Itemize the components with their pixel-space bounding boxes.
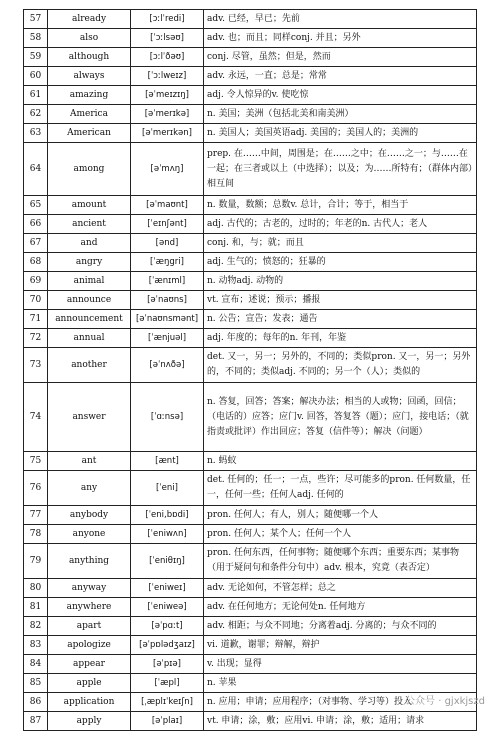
phonetic-cell: [əˈmerɪkə]	[131, 105, 204, 124]
table-row	[24, 67, 477, 86]
word-cell: although	[48, 48, 131, 67]
table-row	[24, 506, 477, 525]
table-row	[24, 383, 477, 452]
word-cell: always	[48, 67, 131, 86]
phonetic-cell: [əˈpɑːt]	[131, 617, 204, 636]
row-number: 67	[24, 234, 48, 253]
row-number: 77	[24, 506, 48, 525]
row-number: 84	[24, 655, 48, 674]
row-number: 58	[24, 29, 48, 48]
row-number: 76	[24, 471, 48, 506]
phonetic-cell: [ɔːlˈðəʊ]	[131, 48, 204, 67]
phonetic-cell: [əˈpɪə]	[131, 655, 204, 674]
word-cell: anybody	[48, 506, 131, 525]
word-cell: among	[48, 143, 131, 196]
meaning-cell: adv. 永远，一直；总是；常常	[204, 67, 477, 86]
phonetic-cell: [əˈmaʊnt]	[131, 196, 204, 215]
word-cell: announcement	[48, 310, 131, 329]
table-row	[24, 10, 477, 29]
table-row	[24, 196, 477, 215]
table-row	[24, 215, 477, 234]
row-number: 87	[24, 712, 48, 731]
phonetic-cell: [əˈnʌðə]	[131, 348, 204, 383]
row-number: 85	[24, 674, 48, 693]
meaning-cell: pron. 任何人；有人，别人；随便哪一个人	[204, 506, 477, 525]
table-row	[24, 48, 477, 67]
meaning-cell: vt. 申请；涂，敷；应用vi. 申请；涂，敷；适用；请求	[204, 712, 477, 731]
word-cell: apart	[48, 617, 131, 636]
meaning-cell: n. 数量，数额；总数v. 总计，合计；等于，相当于	[204, 196, 477, 215]
word-cell: animal	[48, 272, 131, 291]
phonetic-cell: [əˈmerɪkən]	[131, 124, 204, 143]
row-number: 71	[24, 310, 48, 329]
table-row	[24, 234, 477, 253]
table-row	[24, 348, 477, 383]
meaning-cell: n. 蚂蚁	[204, 452, 477, 471]
table-row	[24, 253, 477, 272]
table-row	[24, 712, 477, 731]
meaning-cell: adv. 已经，早已；先前	[204, 10, 477, 29]
row-number: 81	[24, 598, 48, 617]
meaning-cell: vt. 宣布；述说；预示；播报	[204, 291, 477, 310]
word-cell: America	[48, 105, 131, 124]
table-row	[24, 329, 477, 348]
table-row	[24, 579, 477, 598]
meaning-cell: vi. 道歉，谢罪；辩解，辩护	[204, 636, 477, 655]
phonetic-cell: [ɔːlˈredi]	[131, 10, 204, 29]
table-row	[24, 291, 477, 310]
word-cell: anywhere	[48, 598, 131, 617]
row-number: 78	[24, 525, 48, 544]
row-number: 69	[24, 272, 48, 291]
vocabulary-table	[23, 9, 477, 731]
meaning-cell: n. 美国；美洲（包括北美和南美洲）	[204, 105, 477, 124]
meaning-cell: adv. 也；而且；同样conj. 并且；另外	[204, 29, 477, 48]
phonetic-cell: [ˈɑːnsə]	[131, 383, 204, 452]
phonetic-cell: [əˈmʌŋ]	[131, 143, 204, 196]
row-number: 62	[24, 105, 48, 124]
phonetic-cell: [ˈɔːlsəʊ]	[131, 29, 204, 48]
word-cell: ancient	[48, 215, 131, 234]
meaning-cell: adv. 相距；与众不同地；分离着adj. 分离的；与众不同的	[204, 617, 477, 636]
meaning-cell: adj. 生气的；愤怒的；狂暴的	[204, 253, 477, 272]
row-number: 66	[24, 215, 48, 234]
table-row	[24, 143, 477, 196]
row-number: 80	[24, 579, 48, 598]
row-number: 82	[24, 617, 48, 636]
meaning-cell: adj. 古代的；古老的，过时的；年老的n. 古代人；老人	[204, 215, 477, 234]
table-row	[24, 29, 477, 48]
phonetic-cell: [ˈænɪml]	[131, 272, 204, 291]
table-row	[24, 674, 477, 693]
watermark-text: 公众号 · gjxkjszd	[405, 696, 485, 707]
meaning-cell: conj. 尽管，虽然；但是，然而	[204, 48, 477, 67]
table-row	[24, 544, 477, 579]
word-cell: answer	[48, 383, 131, 452]
meaning-cell: adv. 在任何地方；无论何处n. 任何地方	[204, 598, 477, 617]
phonetic-cell: [əˈnaʊns]	[131, 291, 204, 310]
meaning-cell: adj. 令人惊异的v. 使吃惊	[204, 86, 477, 105]
table-row	[24, 272, 477, 291]
phonetic-cell: [ˈeni]	[131, 471, 204, 506]
word-cell: annual	[48, 329, 131, 348]
phonetic-cell: [ˈæpl]	[131, 674, 204, 693]
table-row	[24, 124, 477, 143]
word-cell: anything	[48, 544, 131, 579]
row-number: 72	[24, 329, 48, 348]
phonetic-cell: [əˈplaɪ]	[131, 712, 204, 731]
meaning-cell: v. 出现；显得	[204, 655, 477, 674]
word-cell: amazing	[48, 86, 131, 105]
row-number: 61	[24, 86, 48, 105]
phonetic-cell: [ænt]	[131, 452, 204, 471]
vocabulary-table-body	[24, 10, 477, 731]
row-number: 74	[24, 383, 48, 452]
meaning-cell: n. 苹果	[204, 674, 477, 693]
meaning-cell: det. 又一，另一；另外的，不同的；类似pron. 又一，另一；另外的，不同的；类似adj. 不同的；另一个（人）；类似的	[204, 348, 477, 383]
phonetic-cell: [ˌæplɪˈkeɪʃn]	[131, 693, 204, 712]
phonetic-cell: [ənd]	[131, 234, 204, 253]
word-cell: also	[48, 29, 131, 48]
row-number: 75	[24, 452, 48, 471]
meaning-cell: det. 任何的；任一；一点，些许；尽可能多的pron. 任何数量，任一，任何一些；任何人adj. 任何的	[204, 471, 477, 506]
meaning-cell: pron. 任何东西，任何事物；随便哪个东西；重要东西；某事物（用于疑问句和条件分句中）adv. 根本，究竟（表否定）	[204, 544, 477, 579]
row-number: 83	[24, 636, 48, 655]
meaning-cell: conj. 和，与；就；而且	[204, 234, 477, 253]
word-cell: anyway	[48, 579, 131, 598]
row-number: 63	[24, 124, 48, 143]
word-cell: apple	[48, 674, 131, 693]
word-cell: announce	[48, 291, 131, 310]
table-row	[24, 471, 477, 506]
phonetic-cell: [ˈænjuəl]	[131, 329, 204, 348]
word-cell: angry	[48, 253, 131, 272]
meaning-cell: n. 美国人；美国英语adj. 美国的；美国人的；美洲的	[204, 124, 477, 143]
word-cell: amount	[48, 196, 131, 215]
row-number: 70	[24, 291, 48, 310]
phonetic-cell: [əˈnaʊnsmənt]	[131, 310, 204, 329]
row-number: 73	[24, 348, 48, 383]
meaning-cell: adj. 年度的；每年的n. 年刊，年鉴	[204, 329, 477, 348]
phonetic-cell: [ˈeniθɪŋ]	[131, 544, 204, 579]
row-number: 68	[24, 253, 48, 272]
table-row	[24, 617, 477, 636]
row-number: 59	[24, 48, 48, 67]
phonetic-cell: [ˈeni,bɒdi]	[131, 506, 204, 525]
meaning-cell: n. 答复，回答；答案；解决办法；相当的人或物；回函，回信；（电话的）应答；应门v. 回答，答复答（题）；应门，接电话；（就指责或批评）作出回应；答复（信件等）；解决（问题）	[204, 383, 477, 452]
row-number: 79	[24, 544, 48, 579]
word-cell: appear	[48, 655, 131, 674]
word-cell: ant	[48, 452, 131, 471]
word-cell: and	[48, 234, 131, 253]
meaning-cell: n. 应用；申请；应用程序；（对事物、学习等）投入	[204, 693, 477, 712]
meaning-cell: pron. 任何人；某个人；任何一个人	[204, 525, 477, 544]
phonetic-cell: [əˈmeɪzɪŋ]	[131, 86, 204, 105]
word-cell: apologize	[48, 636, 131, 655]
table-row	[24, 598, 477, 617]
meaning-cell: prep. 在……中间，周围是；在……之中；在……之一；与……在一起；在三者或以上（中选择）；以及；为……所特有；（群体内部）相互间	[204, 143, 477, 196]
meaning-cell: n. 公告；宣告；发表；通告	[204, 310, 477, 329]
word-cell: apply	[48, 712, 131, 731]
table-row	[24, 636, 477, 655]
meaning-cell: n. 动物adj. 动物的	[204, 272, 477, 291]
phonetic-cell: [ˈæŋgri]	[131, 253, 204, 272]
meaning-cell: adv. 无论如何，不管怎样；总之	[204, 579, 477, 598]
row-number: 64	[24, 143, 48, 196]
row-number: 86	[24, 693, 48, 712]
phonetic-cell: [əˈpɒlədʒaɪz]	[131, 636, 204, 655]
phonetic-cell: [ˈeɪnʃənt]	[131, 215, 204, 234]
row-number: 65	[24, 196, 48, 215]
table-row	[24, 655, 477, 674]
table-row	[24, 525, 477, 544]
phonetic-cell: [ˈeniweə]	[131, 598, 204, 617]
phonetic-cell: [ˈeniwʌn]	[131, 525, 204, 544]
table-row	[24, 310, 477, 329]
word-cell: American	[48, 124, 131, 143]
word-cell: any	[48, 471, 131, 506]
row-number: 60	[24, 67, 48, 86]
phonetic-cell: [ˈɔːlweɪz]	[131, 67, 204, 86]
table-row	[24, 105, 477, 124]
table-row	[24, 452, 477, 471]
row-number: 57	[24, 10, 48, 29]
word-cell: another	[48, 348, 131, 383]
phonetic-cell: [ˈeniweɪ]	[131, 579, 204, 598]
table-row	[24, 86, 477, 105]
word-cell: already	[48, 10, 131, 29]
word-cell: application	[48, 693, 131, 712]
word-cell: anyone	[48, 525, 131, 544]
